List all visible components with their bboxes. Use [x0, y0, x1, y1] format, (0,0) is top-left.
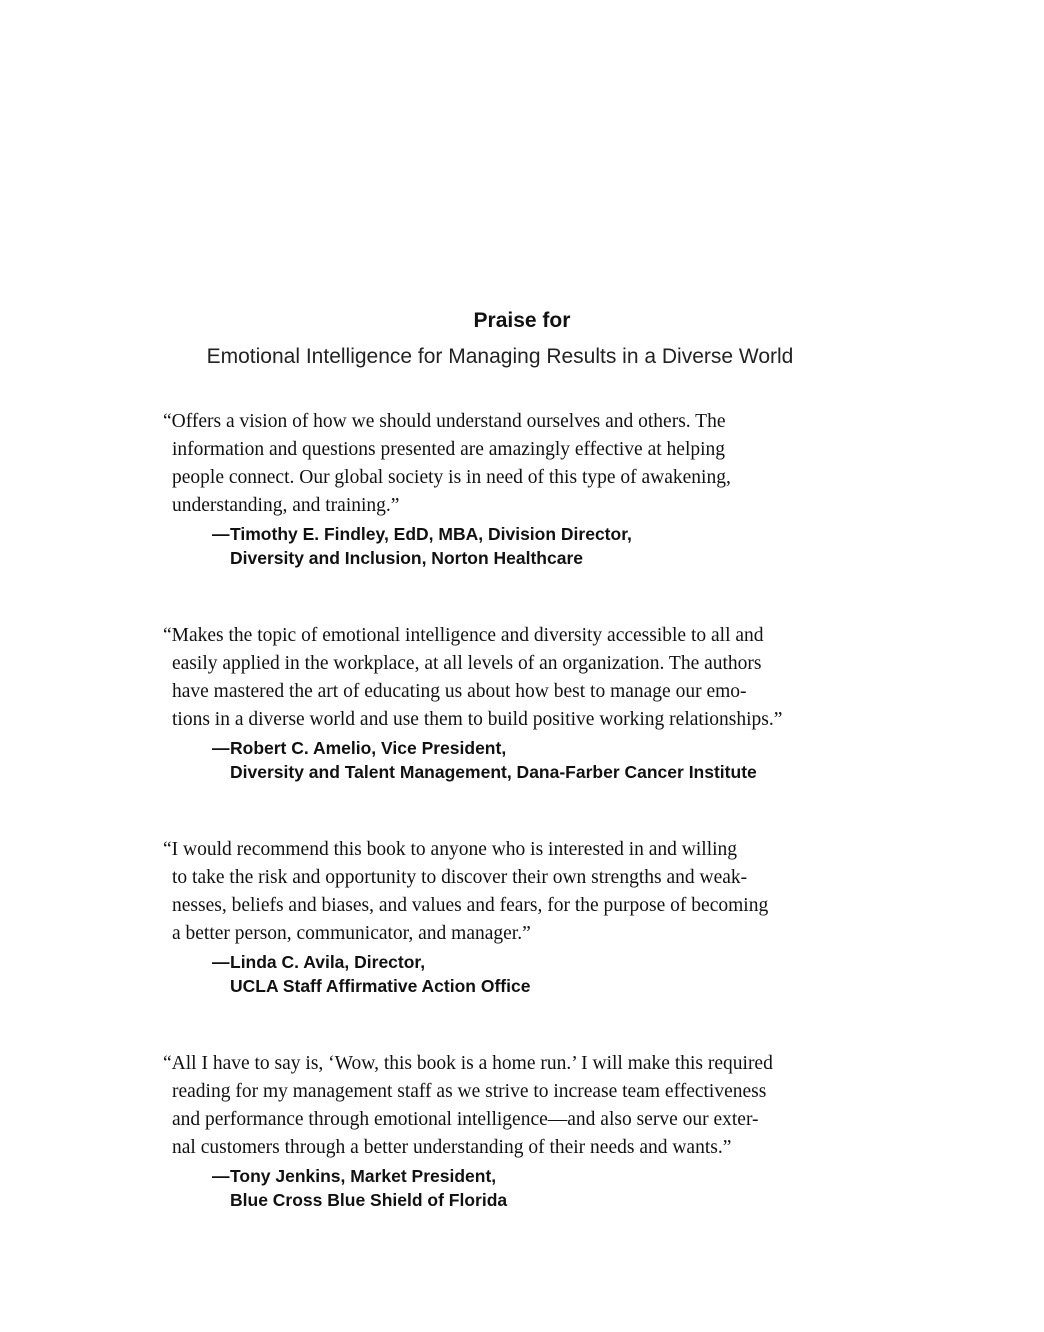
em-dash: —	[212, 738, 230, 758]
attribution-name: Timothy E. Findley, EdD, MBA, Division Director,	[230, 524, 632, 544]
attribution-organization: Diversity and Talent Management, Dana-Farber Cancer Institute	[230, 762, 757, 782]
testimonial	[160, 1050, 860, 1212]
testimonial-quote: “Offers a vision of how we should understand ourselves and others. The information and questions presented are amazingly effective at helping people connect. Our global society is in need of this type of awakening, understanding, and training.”	[163, 411, 731, 516]
attribution-name: Tony Jenkins, Market President,	[230, 1166, 497, 1186]
book-title: Emotional Intelligence for Managing Results in a Diverse World	[206, 345, 794, 368]
testimonial-attribution	[160, 522, 860, 570]
attribution-name: Robert C. Amelio, Vice President,	[230, 738, 507, 758]
testimonial	[160, 622, 860, 784]
testimonial-attribution	[160, 950, 860, 998]
attribution-organization: UCLA Staff Affirmative Action Office	[230, 976, 531, 996]
testimonial	[160, 408, 860, 570]
testimonial	[160, 836, 860, 998]
testimonial-quote: “I would recommend this book to anyone who is interested in and willing to take the risk and opportunity to discover their own strengths and weak- nesses, beliefs and biases, and values and fears, for the purpose of becoming a better person, communicator, and manager.”	[163, 839, 769, 944]
em-dash: —	[212, 1166, 230, 1186]
testimonial-quote: “Makes the topic of emotional intelligence and diversity accessible to all and easily applied in the workplace, at all levels of an organization. The authors have mastered the art of educating us about how best to manage our emo- tions in a diverse world and use them to build positive working relationships.”	[163, 625, 783, 730]
attribution-organization: Diversity and Inclusion, Norton Healthcare	[230, 548, 583, 568]
em-dash: —	[212, 524, 230, 544]
attribution-organization: Blue Cross Blue Shield of Florida	[230, 1190, 508, 1210]
em-dash: —	[212, 952, 230, 972]
testimonial-attribution	[160, 1164, 860, 1212]
testimonial-attribution	[160, 736, 860, 784]
attribution-name: Linda C. Avila, Director,	[230, 952, 426, 972]
testimonial-quote: “All I have to say is, ‘Wow, this book is a home run.’ I will make this required reading for my management staff as we strive to increase team effectiveness and performance through emotional intelligence—and also serve our exter- nal customers through a better understanding of their needs and wants.”	[163, 1053, 773, 1158]
page-heading: Praise for	[473, 309, 571, 332]
